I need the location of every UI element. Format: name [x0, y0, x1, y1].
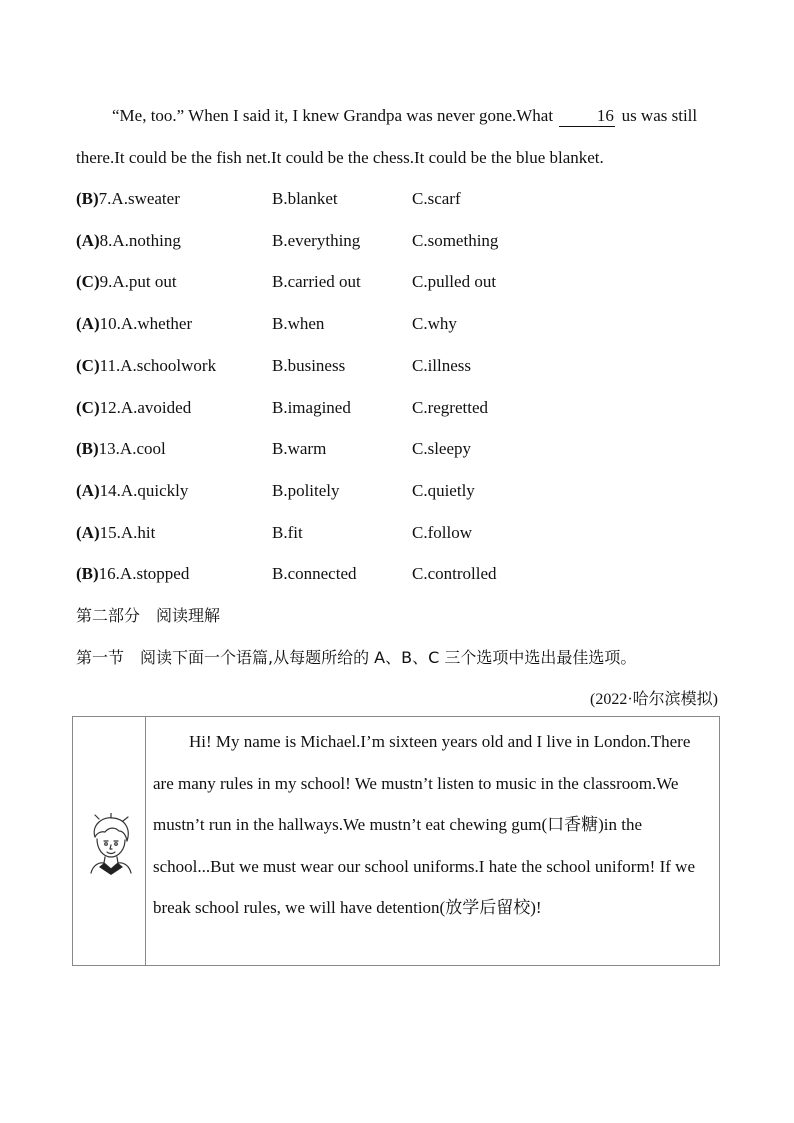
option-a-text: 11.A.schoolwork	[99, 355, 217, 375]
option-a	[76, 512, 155, 554]
boy-avatar-icon	[83, 813, 137, 875]
michael-passage: Hi! My name is Michael.I’m sixteen years old and I live in London.There are many rules in my school! We mustn’t listen to music in the classroom.We mustn’t run in the hallways.We mustn’t eat chewing gum(口香糖)in the school...But we must wear our school uniforms.I hate the school uniform! If we break school rules, we will have detention(放学后留校)!	[153, 732, 695, 917]
option-b: B.connected	[272, 564, 357, 584]
answer-key: (C)	[76, 272, 100, 292]
answer-key: (B)	[76, 189, 99, 208]
passage-text-end: us was still there.It could be the fish net.It could be the chess.It could be the blue blanket.	[76, 106, 698, 167]
option-b: B.blanket	[272, 189, 338, 208]
option-b: B.politely	[272, 480, 340, 500]
option-a	[76, 261, 177, 303]
option-a	[76, 470, 188, 512]
option-a	[76, 387, 191, 429]
option-row	[76, 261, 716, 303]
source-note: (2022·哈尔滨模拟)	[590, 691, 718, 708]
answer-key: (B)	[76, 439, 99, 459]
option-a-text: 15.A.hit	[99, 522, 156, 542]
option-c: C.follow	[412, 522, 472, 542]
option-row	[76, 220, 716, 262]
answer-key: (C)	[76, 355, 100, 375]
option-a	[76, 345, 216, 387]
option-row	[76, 553, 716, 595]
answer-key: (C)	[76, 397, 100, 417]
option-a	[76, 178, 180, 220]
option-c: C.controlled	[412, 564, 497, 584]
option-row	[76, 428, 716, 470]
option-c: C.something	[412, 230, 499, 250]
option-b: B.when	[272, 314, 325, 334]
part-two-title: 第二部分 阅读理解	[76, 606, 221, 625]
answer-key: (A)	[76, 480, 100, 500]
option-c: C.regretted	[412, 397, 488, 417]
passage-text-start: “Me, too.” When I said it, I knew Grandpa was never gone.What	[112, 106, 558, 125]
option-a-text: 7.A.sweater	[98, 189, 180, 208]
option-a-text: 10.A.whether	[99, 314, 193, 334]
option-c: C.quietly	[412, 480, 475, 500]
option-a	[76, 220, 181, 262]
option-a-text: 13.A.cool	[98, 439, 166, 459]
option-a	[76, 303, 192, 345]
option-row	[76, 178, 716, 220]
option-a-text: 8.A.nothing	[99, 230, 181, 250]
avatar-cell	[73, 717, 146, 965]
option-a	[76, 553, 189, 595]
option-row	[76, 387, 716, 429]
option-b: B.warm	[272, 439, 327, 459]
option-b: B.carried out	[272, 272, 361, 292]
option-c: C.sleepy	[412, 439, 472, 459]
option-a	[76, 428, 166, 470]
option-a-text: 14.A.quickly	[99, 480, 189, 500]
section-one-instruction: 第一节 阅读下面一个语篇,从每题所给的 A、B、C 三个选项中选出最佳选项。	[76, 648, 637, 667]
option-c: C.illness	[412, 355, 472, 375]
option-b: B.fit	[272, 522, 303, 542]
option-row	[76, 470, 716, 512]
option-a-text: 16.A.stopped	[98, 564, 190, 584]
passage-paragraph	[76, 95, 726, 179]
answer-key: (B)	[76, 564, 99, 584]
option-b: B.imagined	[272, 397, 351, 417]
answer-key: (A)	[76, 522, 100, 542]
option-row	[76, 512, 716, 554]
option-a-text: 9.A.put out	[99, 272, 177, 292]
option-a-text: 12.A.avoided	[99, 397, 192, 417]
option-row	[76, 345, 716, 387]
option-b: B.everything	[272, 230, 361, 250]
answer-key: (A)	[76, 230, 100, 250]
option-c: C.scarf	[412, 189, 461, 208]
answer-key: (A)	[76, 314, 100, 334]
option-b: B.business	[272, 355, 346, 375]
option-c: C.why	[412, 314, 457, 334]
reading-box	[72, 716, 720, 966]
option-c: C.pulled out	[412, 272, 497, 292]
blank-16: 16	[559, 106, 615, 127]
option-row	[76, 303, 716, 345]
